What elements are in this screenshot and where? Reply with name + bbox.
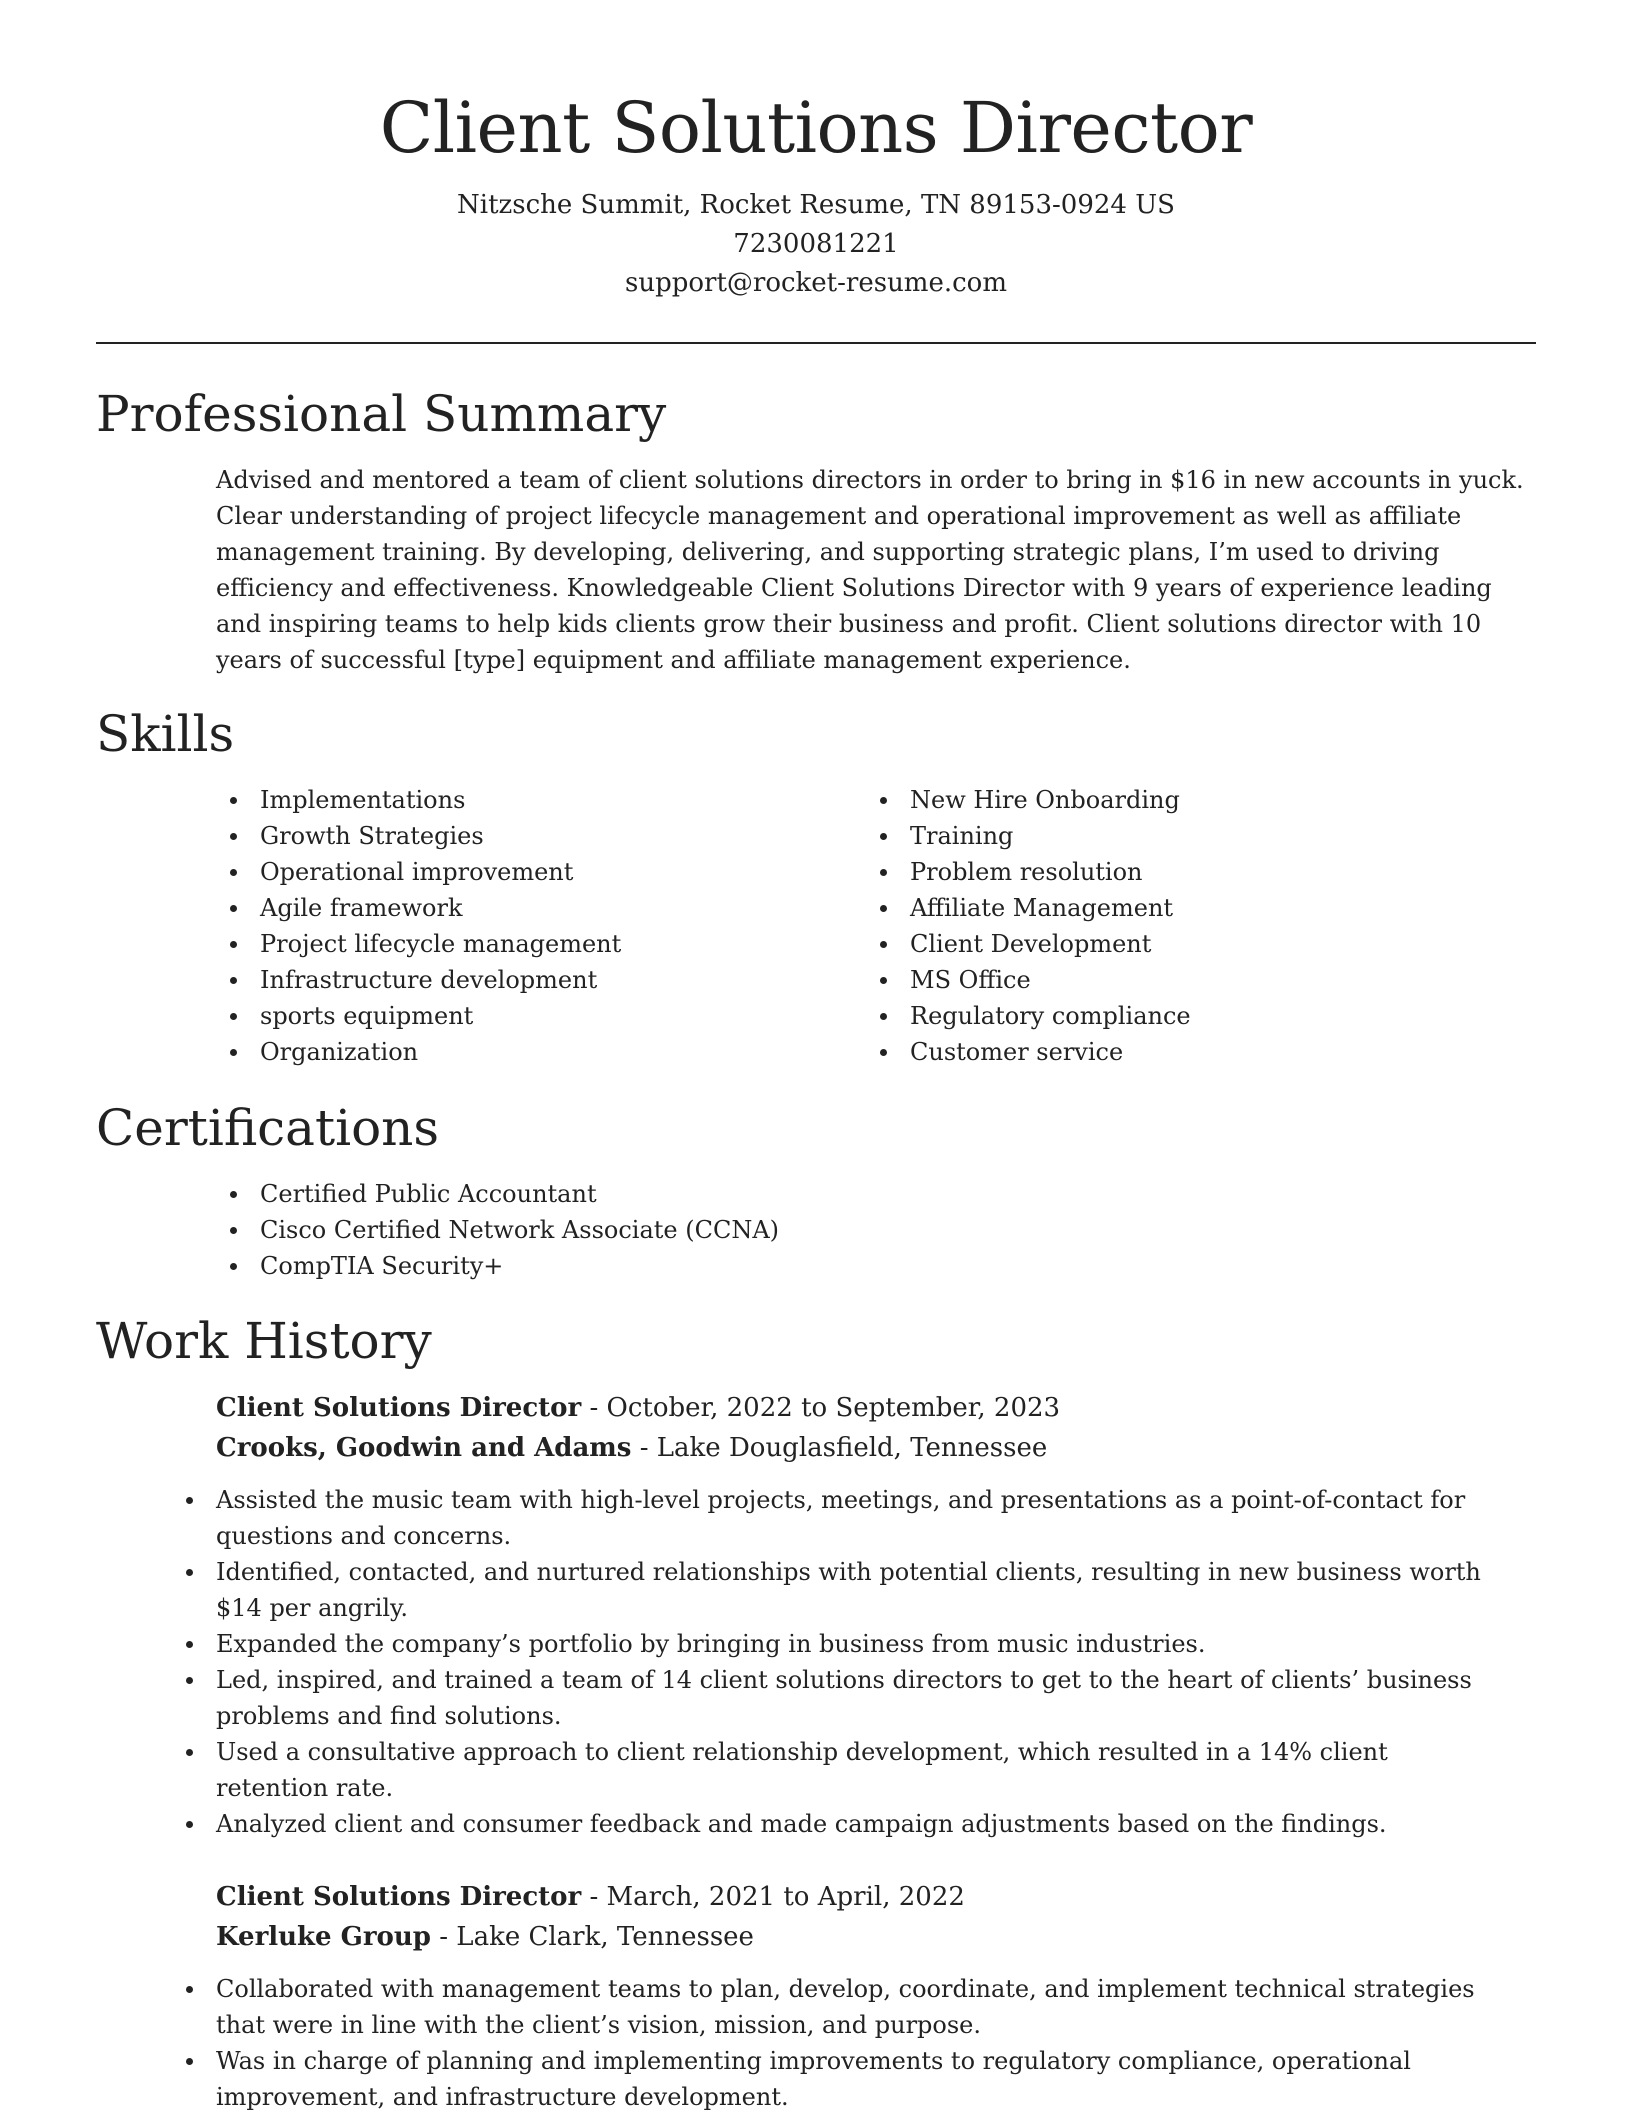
job-location: - Lake Douglasfield, Tennessee [631, 1433, 1048, 1463]
job-bullet: Collaborated with management teams to plan, develop, coordinate, and implement technical strategies that were in line with the client’s vision, mission, and purpose. [172, 1971, 1492, 2043]
contact-phone: 7230081221 [733, 229, 899, 259]
certification-item: Certified Public Accountant [216, 1176, 1536, 1212]
job-role: Client Solutions Director [216, 1393, 582, 1423]
job-title-line [216, 1388, 1536, 1428]
skills-heading: Skills [96, 705, 235, 763]
skill-item: Client Development [866, 926, 1506, 962]
candidate-name: Client Solutions Director [379, 87, 1253, 169]
skill-item: Implementations [216, 782, 856, 818]
certification-item: CompTIA Security+ [216, 1248, 1536, 1284]
job-company-line [216, 1428, 1536, 1468]
skill-item: New Hire Onboarding [866, 782, 1506, 818]
contact-email: support@rocket-resume.com [624, 268, 1007, 298]
job-bullet: Was in charge of planning and implementing improvements to regulatory compliance, operational improvement, and infrastructure development. [172, 2043, 1492, 2115]
job-entry [216, 1877, 1536, 2115]
job-bullet: Used a consultative approach to client relationship development, which resulted in a 14% client retention rate. [172, 1734, 1492, 1806]
job-bullets [172, 1971, 1536, 2115]
skill-item: Operational improvement [216, 854, 856, 890]
job-bullet: Analyzed client and consumer feedback and made campaign adjustments based on the findings. [172, 1806, 1492, 1842]
job-title-line [216, 1877, 1536, 1917]
job-bullet: Identified, contacted, and nurtured relationships with potential clients, resulting in new business worth $14 per angrily. [172, 1554, 1492, 1626]
skills-list-left [216, 782, 856, 1070]
skill-item: Affiliate Management [866, 890, 1506, 926]
skills-list-right [866, 782, 1506, 1070]
skill-item: Organization [216, 1034, 856, 1070]
job-dates: - October, 2022 to September, 2023 [581, 1393, 1061, 1423]
skill-item: Agile framework [216, 890, 856, 926]
skill-item: Regulatory compliance [866, 998, 1506, 1034]
skill-item: Project lifecycle management [216, 926, 856, 962]
work-history-heading: Work History [96, 1312, 432, 1370]
skill-item: Infrastructure development [216, 962, 856, 998]
header-divider [96, 342, 1536, 344]
skill-item: sports equipment [216, 998, 856, 1034]
contact-address: Nitzsche Summit, Rocket Resume, TN 89153-0924 US [457, 190, 1175, 220]
contact-block [0, 186, 1632, 303]
skill-item: Training [866, 818, 1506, 854]
job-bullet: Expanded the company’s portfolio by bringing in business from music industries. [172, 1626, 1492, 1662]
skill-item: Growth Strategies [216, 818, 856, 854]
job-dates: - March, 2021 to April, 2022 [581, 1882, 965, 1912]
job-company: Kerluke Group [216, 1922, 431, 1952]
certifications-heading: Certifications [96, 1099, 440, 1157]
job-company-line [216, 1917, 1536, 1957]
certifications-list [216, 1176, 1536, 1284]
summary-text: Advised and mentored a team of client solutions directors in order to bring in $16 in new accounts in yuck. Clear understanding of project lifecycle management and operational improvement as well as affiliate management training. By developing, delivering, and supporting strategic plans, I’m used to driving efficiency and effectiveness. Knowledgeable Client Solutions Director with 9 years of experience leading and inspiring teams to help kids clients grow their business and profit. Client solutions director with 10 years of successful [type] equipment and affiliate management experience. [216, 466, 1524, 674]
job-bullets [172, 1482, 1536, 1842]
skill-item: Customer service [866, 1034, 1506, 1070]
job-role: Client Solutions Director [216, 1882, 582, 1912]
summary-heading: Professional Summary [96, 385, 667, 443]
certification-item: Cisco Certified Network Associate (CCNA) [216, 1212, 1536, 1248]
skill-item: Problem resolution [866, 854, 1506, 890]
job-location: - Lake Clark, Tennessee [430, 1922, 754, 1952]
job-bullet: Led, inspired, and trained a team of 14 client solutions directors to get to the heart of clients’ business problems and find solutions. [172, 1662, 1492, 1734]
job-company: Crooks, Goodwin and Adams [216, 1433, 632, 1463]
job-entry [216, 1388, 1536, 1842]
job-bullet: Assisted the music team with high-level projects, meetings, and presentations as a point-of-contact for questions and concerns. [172, 1482, 1492, 1554]
resume-header [0, 82, 1632, 303]
skill-item: MS Office [866, 962, 1506, 998]
